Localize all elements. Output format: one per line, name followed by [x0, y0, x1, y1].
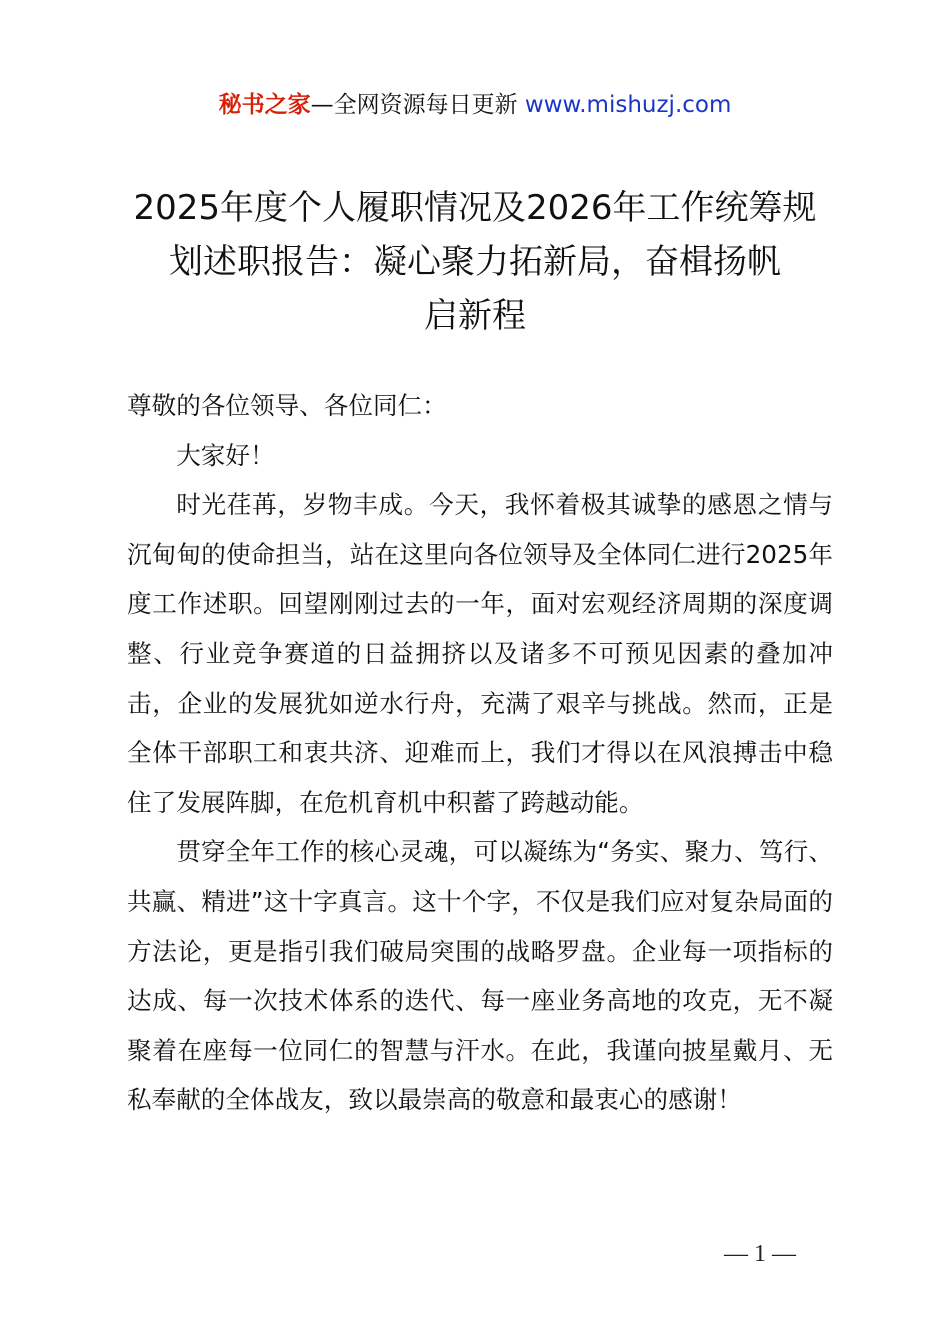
- greeting: 大家好！: [176, 440, 275, 470]
- title-line-3: 启新程: [424, 296, 526, 336]
- brand-name: 秘书之家: [218, 92, 311, 118]
- page-number: — 1 —: [724, 1241, 796, 1267]
- header-tagline: —全网资源每日更新: [310, 92, 518, 118]
- site-url-link[interactable]: www.mishuzj.com: [524, 92, 732, 118]
- paragraph-2: 贯穿全年工作的核心灵魂，可以凝练为“务实、聚力、笃行、共赢、精进”这十字真言。这十个字，不仅是我们应对复杂局面的方法论，更是指引我们破局突围的战略罗盘。企业每一项指标的达成、每一次技术体系的迭代、每一座业务高地的攻克，无不凝聚着在座每一位同仁的智慧与汗水。在此，我谨向披星戴月、无私奉献的全体战友，致以最崇高的敬意和最衷心的感谢！: [127, 837, 833, 1115]
- document-title: [120, 181, 830, 343]
- title-line-2: 划述职报告：凝心聚力拓新局，奋楫扬帆: [169, 242, 781, 282]
- site-header: [0, 88, 950, 122]
- paragraph-1: 时光荏苒，岁物丰成。今天，我怀着极其诚挚的感恩之情与沉甸甸的使命担当，站在这里向各位领导及全体同仁进行2025年度工作述职。回望刚刚过去的一年，面对宏观经济周期的深度调整、行业竞争赛道的日益拥挤以及诸多不可预见因素的叠加冲击，企业的发展犹如逆水行舟，充满了艰辛与挑战。然而，正是全体干部职工和衷共济、迎难而上，我们才得以在风浪搏击中稳住了发展阵脚，在危机育机中积蓄了跨越动能。: [127, 490, 833, 817]
- document-body: [127, 381, 833, 1125]
- salutation: 尊敬的各位领导、各位同仁：: [127, 391, 447, 420]
- title-line-1: 2025年度个人履职情况及2026年工作统筹规: [133, 188, 817, 228]
